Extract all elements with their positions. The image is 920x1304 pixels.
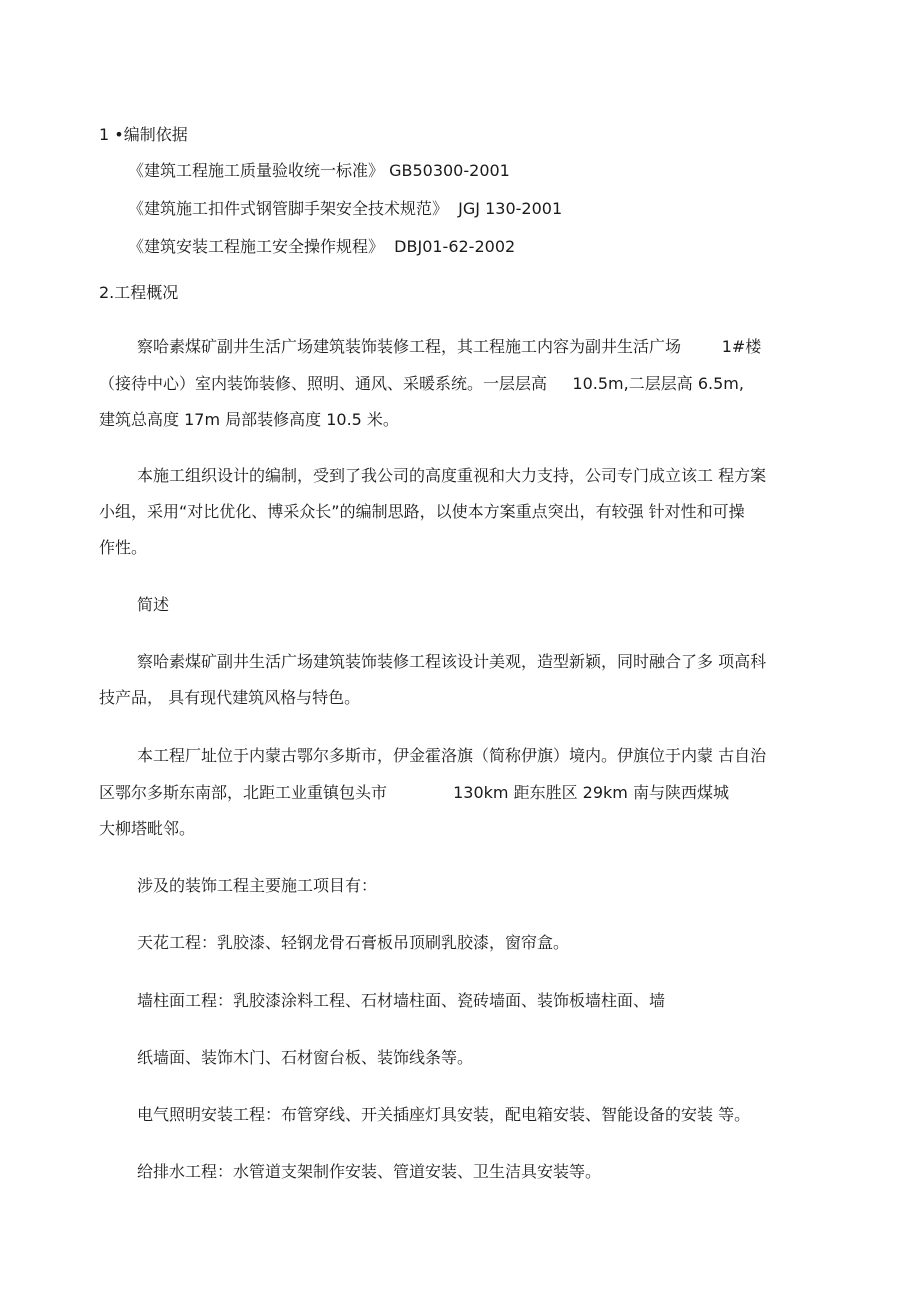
paragraph-line: 察哈素煤矿副井生活广场建筑装饰装修工程该设计美观，造型新颖，同时融合了多 项高科 [137,652,767,671]
paragraph-line: 本工程厂址位于内蒙古鄂尔多斯市，伊金霍洛旗（简称伊旗）境内。伊旗位于内蒙 古自治 [137,746,767,765]
list-item: 墙柱面工程：乳胶漆涂料工程、石材墙柱面、瓷砖墙面、装饰板墙柱面、墙 [137,991,666,1010]
reference-line: 《建筑安装工程施工安全操作规程》 DBJ01-62-2002 [128,237,516,256]
paragraph-line: 小组，采用“对比优化、博采众长”的编制思路，以使本方案重点突出，有较强 针对性和可操 [99,502,745,521]
paragraph-line: 察哈素煤矿副井生活广场建筑装饰装修工程，其工程施工内容为副井生活广场 1#楼 [137,337,762,356]
reference-line: 《建筑工程施工质量验收统一标准》 GB50300-2001 [128,161,510,180]
list-item: 纸墙面、装饰木门、石材窗台板、装饰线条等。 [137,1048,474,1067]
list-item: 电气照明安装工程：布管穿线、开关插座灯具安装，配电箱安装、智能设备的安装 等。 [137,1105,751,1124]
section-2-heading: 2.工程概况 [99,283,179,302]
list-item: 天花工程：乳胶漆、轻钢龙骨石膏板吊顶刷乳胶漆，窗帘盒。 [137,933,570,952]
section-1-heading: 1 •编制依据 [99,125,188,144]
paragraph-line: 建筑总高度 17m 局部装修高度 10.5 米。 [99,410,399,429]
paragraph-line: （接待中心）室内装饰装修、照明、通风、采暖系统。一层层高 10.5m,二层层高 6.5m, [99,374,744,393]
list-item: 给排水工程：水管道支架制作安装、管道安装、卫生洁具安装等。 [137,1162,602,1181]
paragraph-line: 技产品， 具有现代建筑风格与特色。 [99,688,361,707]
paragraph-line: 区鄂尔多斯东南部，北距工业重镇包头市 130km 距东胜区 29km 南与陕西煤城 [99,783,729,802]
summary-title: 简述 [137,595,170,614]
paragraph-line: 大柳塔毗邻。 [99,819,196,838]
reference-line: 《建筑施工扣件式钢管脚手架安全技术规范》 JGJ 130-2001 [128,199,563,218]
paragraph-line: 本施工组织设计的编制，受到了我公司的高度重视和大力支持，公司专门成立该工 程方案 [137,466,767,485]
paragraph-line: 作性。 [99,538,148,557]
items-intro: 涉及的装饰工程主要施工项目有： [137,876,378,895]
